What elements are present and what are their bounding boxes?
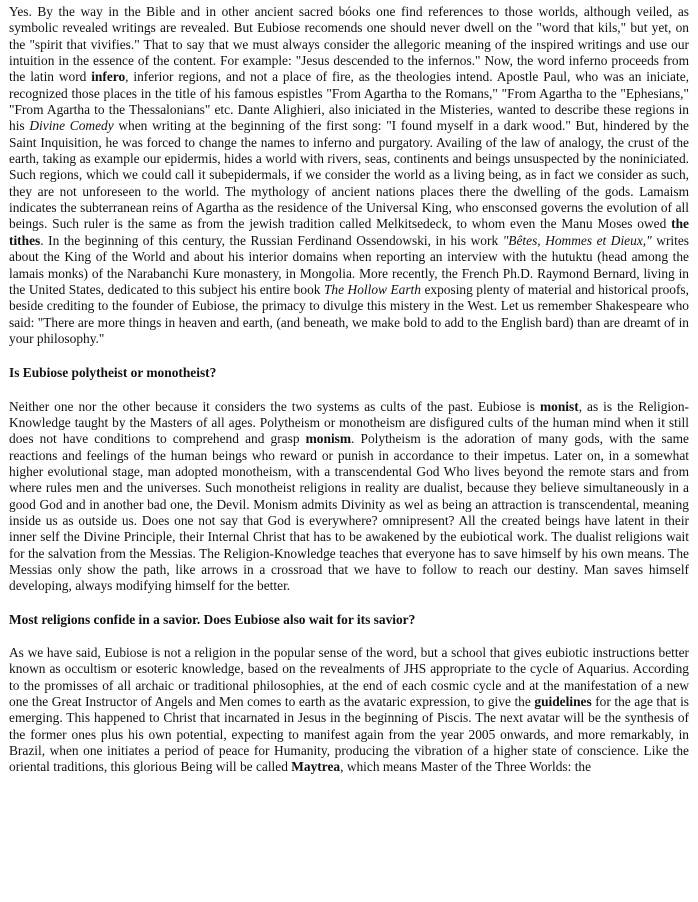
italic-title: "Bêtes, Hommes et Dieux," bbox=[502, 232, 652, 248]
text-run: when writing at the beginning of the first song: "I found myself in a dark wood." But, hindered by the Saint Inquisition, he was forced to change the names to inferno and purgatory. Availing of the law of analogy, the crust of the earth, taking as example our epidermis, hides a world with rivers, seas, continents and beings unsuspected by the noniniciated. Such regions, which we could call it subepidermals, if we consider the world as a living being, as in fact we consider as such, they are not unforeseen to the world. The mythology of ancient nations places there the dwelling of the gods. Lamaism indicates the subterranean reins of Agartha as the residence of the Universal King, who ensconsed governs the evolution of all beings. Such ruler is the same as from the jewish tradition called Melkitsedeck, to whom even the Manu Moses owed bbox=[9, 118, 690, 232]
question-heading: Is Eubiose polytheist or monotheist? bbox=[9, 365, 217, 381]
text-run: As we have said, Eubiose is not a religion in the popular sense of the word, but a school that gives eubiotic instructions better known as occultism or esoteric knowledge, based on the revealments of JHS appropriate to the cycle of Aquarius. According to the promisses of all archaic or traditional philosophies, at the end of each cosmic cycle and at the manifestation of a new one the Great Instructor of Angels and Men comes to earth as the avataric expression, to give the bbox=[9, 645, 689, 710]
spacer bbox=[9, 628, 689, 645]
text-run: exposing plenty of material and historical proofs, beside crediting to the founder of Eubiose, the primacy to divulge this mistery in the West. Let us remember Shakespeare who said: "There are more things in heaven and earth, (and beneath, we make bold to add to the English bard) than are dreamt of in your philosophy." bbox=[9, 281, 689, 346]
text-run: writes about the King of the World and about his interior domains when reporting an interview with the hutuktu (head among the lamais monks) of the Narabanchi Kure monastery, in Mongolia. More recently, the French Ph.D. Raymond Bernard, living in the United States, dedicated to this subject his entire book bbox=[9, 232, 689, 297]
text-run: Neither one nor the other because it considers the two systems as cults of the past. Eubiose is bbox=[9, 398, 540, 414]
text-run: . Polytheism is the adoration of many gods, with the same reactions and feelings of the human beings who reward or punish in accordance to their impetus. Later on, in a somewhat higher evolutional stage, man adopted monotheism, with a transcendental God Who lives beyond the remote stars and from where rules men and the universes. Such monotheist religions in reality are dualist, because they believe simultaneously in a good God and in another bad one, the Devil. Monism admits Divinity as wel as being an attraction is transcendental, meaning inside us as outside us. Does one not say that God is everywhere? omnipresent? All the created beings have latent in their inner self the Divine Principle, their Internal Christ that has to be awakened by the eubiotical work. The dualist religions wait for the salvation from the Messias. The Religion-Knowledge teaches that everyone has to save himself by his own means. The Messias only show the path, like arrows in a crossroad that we have to follow to reach our destiny. Man saves himself developing, always modifying himself for the better. bbox=[9, 431, 689, 594]
bold-term: the tithes bbox=[9, 216, 689, 248]
question-heading: Most religions confide in a savior. Does Eubiose also wait for its savior? bbox=[9, 611, 416, 627]
text-run: for the age that is emerging. This happened to Christ that incarnated in Jesus in the beginning of Piscis. The next avatar will be the synthesis of the former ones plus his own potential, expecting to manifest again from the year 2005 onwards, and more remarkably, in Brazil, when one initiates a period of peace for Humanity, producing the vibration of a higher state of conscience. Like the oriental traditions, this glorious Being will be called bbox=[9, 694, 689, 775]
text-run: Yes. By the way in the Bible and in other ancient sacred bóoks one find references to those worlds, although veiled, as symbolic revealed writings are revealed. But Eubiose recomends one should never dwell on the "word that kils," but yet, on the "spirit that vivifies." That to say that we must always consider the allegoric meaning of the inspired writings and use our intuition in the essence of the content. For example: "Jesus descended to the infernos." Now, the word inferno proceeds from the latin word bbox=[9, 4, 689, 85]
bold-term: guidelines bbox=[534, 694, 592, 710]
document-page bbox=[9, 4, 689, 776]
paragraph-agartha bbox=[9, 4, 689, 347]
spacer bbox=[9, 347, 689, 365]
bold-term: Maytrea bbox=[291, 759, 341, 775]
paragraph-monism bbox=[9, 399, 689, 595]
bold-term: monist bbox=[540, 398, 579, 414]
spacer bbox=[9, 382, 689, 399]
text-run: , which means Master of the Three Worlds: the bbox=[340, 759, 592, 775]
text-run: , inferior regions, and not a place of fire, as the theologies intend. Apostle Paul, who was an iniciate, recognized those places in the title of his famous espistles "From Agartha to the Romans," "From Agartha to the "Ephesians," "From Agartha to the Thessalonians" etc. Dante Alighieri, also iniciated in the Misteries, wanted to describe these regions in his bbox=[9, 69, 689, 134]
text-run: , as is the Religion-Knowledge taught by the Masters of all ages. Polytheism or monotheism are disfigured cults of the human mind when it still does not have conditions to comprehend and grasp bbox=[9, 398, 689, 447]
bold-term: monism bbox=[305, 431, 352, 447]
text-run: . In the beginning of this century, the Russian Ferdinand Ossendowski, in his work bbox=[40, 232, 503, 248]
italic-title: The Hollow Earth bbox=[323, 281, 421, 297]
italic-title: Divine Comedy bbox=[29, 118, 114, 134]
spacer bbox=[9, 595, 689, 612]
paragraph-savior bbox=[9, 645, 689, 776]
bold-term: infero bbox=[91, 69, 126, 85]
